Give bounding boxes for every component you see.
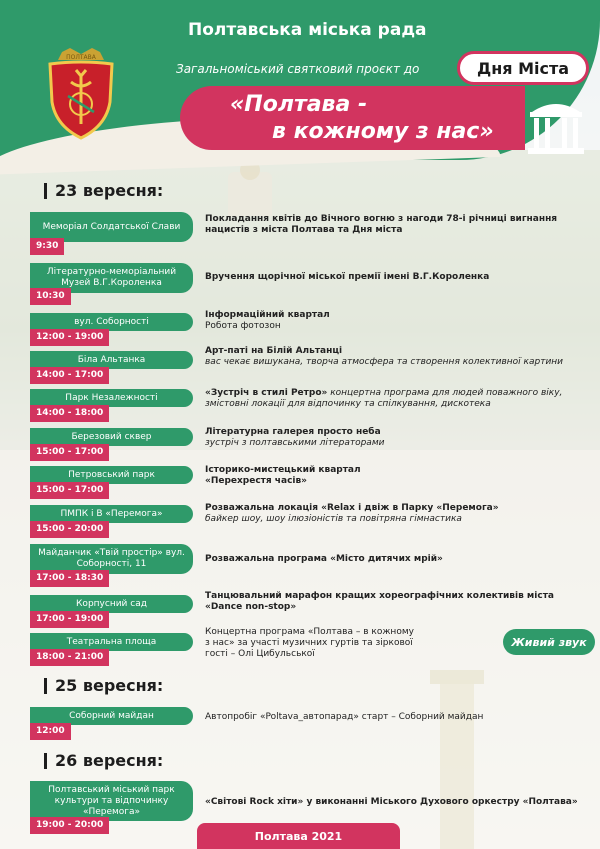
event-description: [205, 272, 590, 283]
event-description: [205, 388, 590, 410]
event-description: [205, 503, 590, 525]
event-note: концертна програма для людей поважного віку, змістовні локації для відпочинку та спілкування, дискотека: [205, 388, 563, 409]
date-26-september: 26 вересня:: [44, 753, 163, 769]
coat-of-arms-icon: [40, 42, 122, 142]
event-location: Літературно-меморіальний Музей В.Г.Короленка: [30, 263, 193, 293]
event-location: Майданчик «Твій простір» вул. Соборності, 11: [30, 544, 193, 574]
rotunda-icon: [526, 96, 586, 156]
event-note: Робота фотозон: [205, 321, 281, 331]
coat-of-arms-label: ПОЛТАВА: [66, 54, 96, 61]
project-subtitle: Загальноміський святковий проєкт до: [176, 62, 420, 76]
slogan-line1: «Полтава -: [230, 92, 368, 117]
event-time: 19:00 - 20:00: [30, 817, 109, 834]
event-description: [205, 427, 590, 449]
footer-year: Полтава 2021: [197, 823, 400, 849]
event-time: 17:00 - 18:30: [30, 570, 109, 587]
event-description: [205, 465, 405, 487]
event-note: байкер шоу, шоу ілюзіоністів та повітряна гімнастика: [205, 514, 462, 524]
event-time: 12:00 - 19:00: [30, 329, 109, 346]
city-day-badge: Дня Міста: [457, 51, 589, 85]
event-time: 9:30: [30, 238, 64, 255]
event-description: [205, 797, 590, 808]
event-location: Петровський парк: [30, 466, 193, 484]
event-time: 17:00 - 19:00: [30, 611, 109, 628]
live-sound-badge: Живий звук: [503, 629, 595, 655]
event-title: Літературна галерея просто неба: [205, 427, 381, 437]
event-location: вул. Соборності: [30, 313, 193, 331]
event-title: «Зустріч в стилі Ретро»: [205, 388, 328, 398]
event-description: [205, 591, 590, 613]
event-description: [205, 627, 420, 660]
event-location: Біла Альтанка: [30, 351, 193, 369]
event-location: Парк Незалежності: [30, 389, 193, 407]
event-time: 12:00: [30, 723, 71, 740]
event-location: ПМПК і В «Перемога»: [30, 505, 193, 523]
event-location: Березовий сквер: [30, 428, 193, 446]
event-title: Інформаційний квартал: [205, 310, 330, 320]
header: [0, 0, 600, 170]
event-location: Соборний майдан: [30, 707, 193, 725]
event-note: Автопробіг «Poltava_автопарад» старт – Соборний майдан: [205, 712, 484, 722]
event-location: Меморіал Солдатської Слави: [30, 212, 193, 242]
event-description: [205, 346, 590, 368]
event-description: [205, 214, 590, 236]
event-note: вас чекає вишукана, творча атмосфера та створення колективної картини: [205, 357, 564, 367]
event-title: Покладання квітів до Вічного вогню з нагоди 78-і річниці вигнання нацистів з міста Полтава та Дня міста: [205, 214, 558, 235]
event-time: 14:00 - 17:00: [30, 367, 109, 384]
slogan-line2: в кожному з нас»: [272, 119, 494, 144]
event-title: Танцювальний марафон кращих хореографічних колективів міста «Dance non-stop»: [205, 591, 554, 612]
event-time: 15:00 - 17:00: [30, 482, 109, 499]
organization-title: Полтавська міська рада: [188, 20, 427, 40]
event-title: «Світові Rock хіти» у виконанні Міського Духового оркестру «Полтава»: [205, 797, 578, 807]
event-time: 15:00 - 17:00: [30, 444, 109, 461]
event-location: Театральна площа: [30, 633, 193, 651]
slogan-banner: [180, 86, 525, 150]
event-note: зустріч з полтавськими літераторами: [205, 438, 385, 448]
event-description: [205, 712, 590, 723]
event-title: Вручення щорічної міської премії імені В.Г.Короленка: [205, 272, 490, 282]
event-description: [205, 310, 590, 332]
event-time: 18:00 - 21:00: [30, 649, 109, 666]
event-note: Концертна програма «Полтава – в кожному з нас» за участі музичних гуртів та зіркової гості – Олі Цибульської: [205, 627, 414, 659]
event-time: 10:30: [30, 288, 71, 305]
event-description: [205, 554, 590, 565]
date-23-september: 23 вересня:: [44, 183, 163, 199]
event-title: Розважальна програма «Місто дитячих мрій»: [205, 554, 443, 564]
event-time: 15:00 - 20:00: [30, 521, 109, 538]
date-25-september: 25 вересня:: [44, 678, 163, 694]
event-location: Полтавський міський парк культури та відпочинку «Перемога»: [30, 781, 193, 821]
event-location: Корпусний сад: [30, 595, 193, 613]
event-time: 14:00 - 18:00: [30, 405, 109, 422]
event-title: Історико-мистецький квартал «Перехрестя часів»: [205, 465, 361, 486]
event-title: Арт-паті на Білій Альтанці: [205, 346, 343, 356]
event-title: Розважальна локація «Relax і двіж в Парку «Перемога»: [205, 503, 499, 513]
